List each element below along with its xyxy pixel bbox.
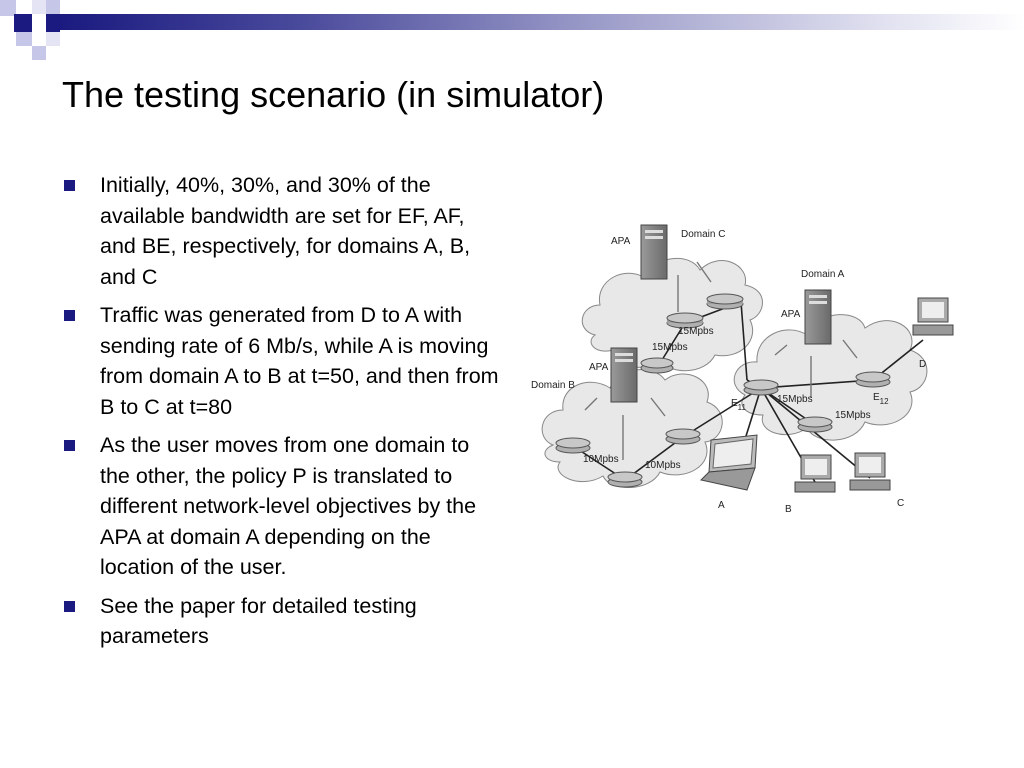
desktop-computer-icon xyxy=(913,298,953,335)
node-label-b: B xyxy=(785,504,792,515)
edge-label: $E_{12}$ xyxy=(873,392,889,406)
decorative-squares xyxy=(0,0,80,60)
desktop-computer-icon xyxy=(795,455,835,492)
bullet-item xyxy=(62,430,502,583)
node-label-d: D xyxy=(919,359,927,370)
apa-label: APA xyxy=(781,309,801,320)
laptop-icon xyxy=(701,435,757,490)
slide-title: The testing scenario (in simulator) xyxy=(62,74,605,115)
link-label: 15Mpbs xyxy=(678,326,714,337)
apa-label: APA xyxy=(589,362,609,373)
link-label: 10Mpbs xyxy=(583,454,619,465)
square-bullet-icon xyxy=(64,601,75,612)
square-bullet-icon xyxy=(64,180,75,191)
bullet-list xyxy=(62,170,502,660)
router-icon xyxy=(707,294,743,309)
node-label-a: A xyxy=(718,500,725,511)
header-band xyxy=(0,0,1024,50)
square-bullet-icon xyxy=(64,310,75,321)
link-label: 10Mpbs xyxy=(645,460,681,471)
bullet-text: Initially, 40%, 30%, and 30% of the available bandwidth are set for EF, AF, and BE, respectively, for domains A, B, and C xyxy=(100,173,471,289)
bullet-item xyxy=(62,170,502,292)
network-diagram xyxy=(525,210,965,520)
domain-b-label: Domain B xyxy=(531,380,575,391)
router-icon xyxy=(744,380,778,395)
bullet-text: Traffic was generated from D to A with sending rate of 6 Mb/s, while A is moving from domain A to B at t=50, and then from B to C at t=80 xyxy=(100,303,499,419)
server-icon xyxy=(611,348,637,402)
edge-label: $E_{11}$ xyxy=(731,398,746,412)
router-icon xyxy=(856,372,890,387)
node-label-c: C xyxy=(897,498,905,509)
router-icon xyxy=(641,358,673,373)
desktop-computer-icon xyxy=(850,453,890,490)
server-icon xyxy=(805,290,831,344)
router-icon xyxy=(556,438,590,453)
router-icon xyxy=(608,472,642,487)
router-icon xyxy=(666,429,700,444)
bullet-text: As the user moves from one domain to the other, the policy P is translated to different network-level objectives by the APA at domain A depending on the location of the user. xyxy=(100,433,477,579)
bullet-item xyxy=(62,591,502,652)
header-gradient-bar xyxy=(60,14,1024,30)
bullet-text: See the paper for detailed testing parameters xyxy=(100,593,417,648)
server-icon xyxy=(641,225,667,279)
domain-c-label: Domain C xyxy=(681,229,726,240)
apa-label: APA xyxy=(611,236,631,247)
link-label: 15Mpbs xyxy=(835,410,871,421)
square-bullet-icon xyxy=(64,440,75,451)
link-label: 15Mpbs xyxy=(777,394,813,405)
router-icon xyxy=(798,417,832,432)
domain-a-label: Domain A xyxy=(801,269,845,280)
link-label: 15Mpbs xyxy=(652,342,688,353)
bullet-item xyxy=(62,300,502,422)
